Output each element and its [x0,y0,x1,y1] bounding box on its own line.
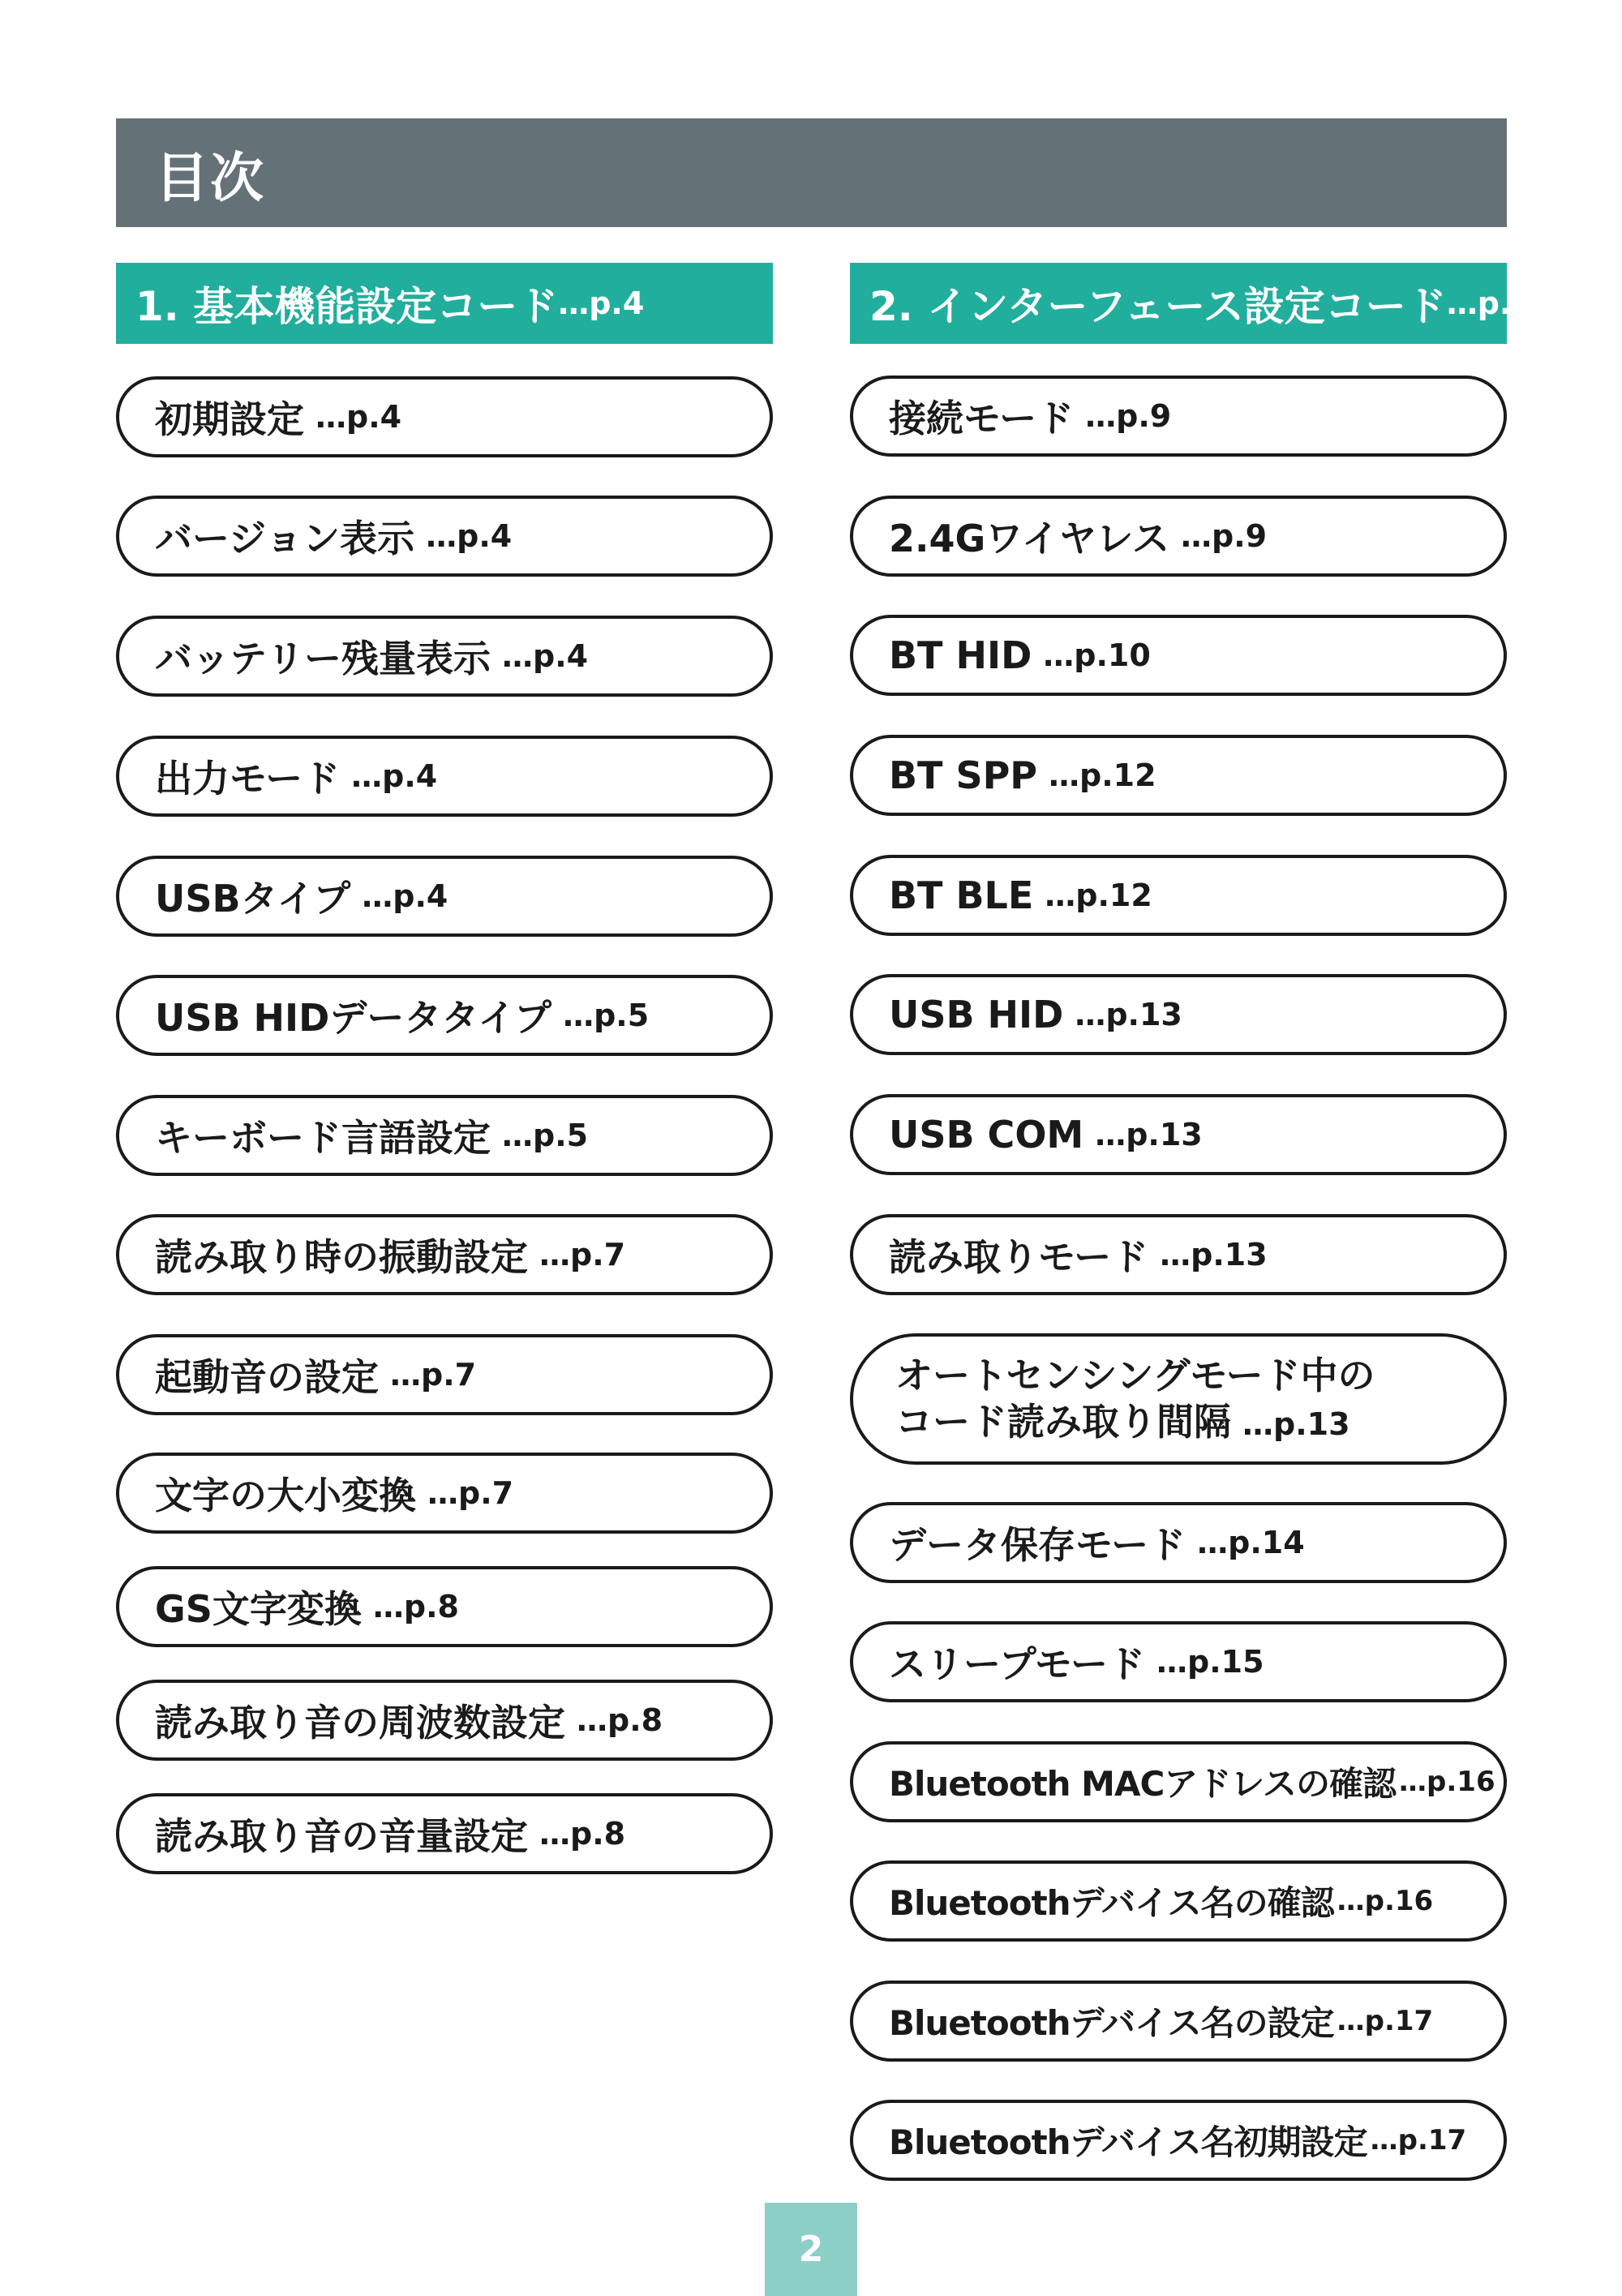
toc-item-initial-settings[interactable]: 初期設定 …p.4 [116,376,773,457]
toc-item-usb-hid-data-type[interactable]: USB HIDデータタイプ …p.5 [116,975,773,1056]
section-header-basic[interactable]: 1. 基本機能設定コード …p.4 [116,263,773,344]
toc-item-24g-wireless[interactable]: 2.4Gワイヤレス …p.9 [850,496,1507,577]
toc-item-battery-display[interactable]: バッテリー残量表示 …p.4 [116,616,773,697]
toc-title: 目次 [155,146,265,209]
toc-item-connection-mode[interactable]: 接続モード …p.9 [850,376,1507,457]
toc-item-read-mode[interactable]: 読み取りモード …p.13 [850,1214,1507,1295]
toc-item-bt-device-name-set[interactable]: Bluetoothデバイス名の設定 …p.17 [850,1981,1507,2062]
toc-item-auto-sensing-interval[interactable]: オートセンシングモード中の コード読み取り間隔 …p.13 [850,1333,1507,1465]
toc-item-usb-com[interactable]: USB COM …p.13 [850,1094,1507,1175]
toc-item-bt-device-name-check[interactable]: Bluetoothデバイス名の確認 …p.16 [850,1860,1507,1942]
page-number: 2 [765,2203,857,2296]
toc-item-bt-device-name-reset[interactable]: Bluetoothデバイス名初期設定 …p.17 [850,2100,1507,2181]
toc-item-output-mode[interactable]: 出力モード …p.4 [116,736,773,817]
toc-item-keyboard-language[interactable]: キーボード言語設定 …p.5 [116,1095,773,1176]
toc-item-version-display[interactable]: バージョン表示 …p.4 [116,496,773,577]
toc-item-vibration-settings[interactable]: 読み取り時の振動設定 …p.7 [116,1214,773,1295]
toc-item-bt-hid[interactable]: BT HID …p.10 [850,615,1507,696]
toc-item-beep-frequency[interactable]: 読み取り音の周波数設定 …p.8 [116,1680,773,1761]
toc-item-bt-spp[interactable]: BT SPP …p.12 [850,735,1507,816]
toc-item-bt-mac-address[interactable]: Bluetooth MACアドレスの確認 …p.16 [850,1741,1507,1822]
toc-item-usb-hid[interactable]: USB HID …p.13 [850,974,1507,1055]
toc-item-beep-volume[interactable]: 読み取り音の音量設定 …p.8 [116,1793,773,1874]
toc-item-data-storage-mode[interactable]: データ保存モード …p.14 [850,1502,1507,1583]
toc-item-startup-sound[interactable]: 起動音の設定 …p.7 [116,1334,773,1415]
toc-item-case-conversion[interactable]: 文字の大小変換 …p.7 [116,1453,773,1534]
toc-item-usb-type[interactable]: USBタイプ …p.4 [116,856,773,937]
section-header-interface[interactable]: 2. インターフェース設定コード …p.9 [850,263,1507,344]
toc-item-sleep-mode[interactable]: スリープモード …p.15 [850,1621,1507,1702]
toc-title-bar [116,118,1507,227]
toc-item-bt-ble[interactable]: BT BLE …p.12 [850,855,1507,936]
toc-item-gs-conversion[interactable]: GS文字変換 …p.8 [116,1566,773,1647]
